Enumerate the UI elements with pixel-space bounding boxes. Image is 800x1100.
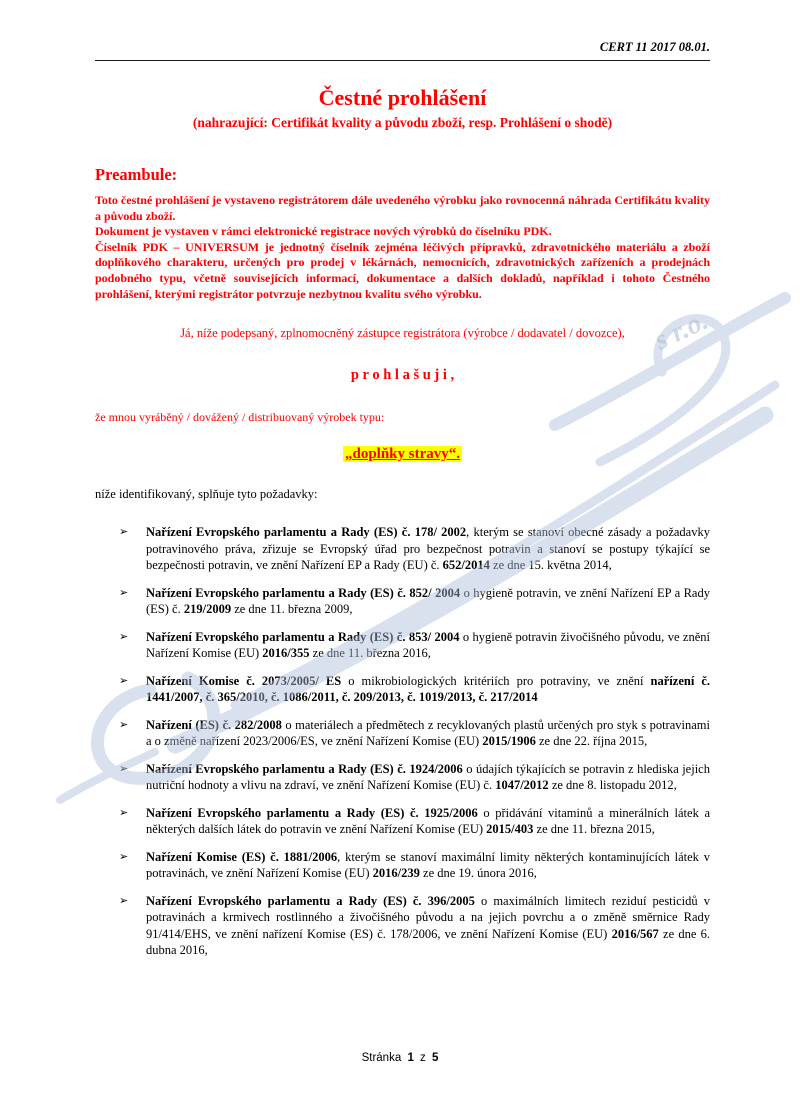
regulation-text — [146, 762, 710, 793]
text-segment: nařízení č. 1441/2007, č. 365/2010, č. 1086/2011, č. 209/2013, č. 1019/2013, č. 217/2014 — [146, 673, 711, 705]
requirements-intro: níže identifikovaný, splňuje tyto požadavky: — [95, 487, 318, 502]
text-segment: 2016/355 — [262, 646, 310, 661]
regulation-text — [146, 894, 710, 958]
text-segment: Nařízení Evropského parlamentu a Rady (ES) č. 178/ 2002 — [146, 525, 467, 540]
product-type-line — [95, 445, 710, 463]
text-segment: Nařízení Evropského parlamentu a Rady (ES) č. 853/ 2004 — [146, 629, 460, 644]
regulation-item — [119, 849, 710, 882]
document-subtitle: (nahrazující: Certifikát kvality a původu zboží, resp. Prohlášení o shodě) — [192, 115, 613, 130]
arrow-bullet-icon: ➢ — [119, 673, 129, 687]
text-segment: , kterým se stanoví maximální limity některých kontaminujících látek v potravinách, ve znění Nařízení Komise (EU) — [146, 849, 710, 881]
text-segment: ze dne 15. května 2014, — [489, 558, 612, 573]
text-segment: Nařízení Evropského parlamentu a Rady (ES) č. 396/2005 — [146, 893, 475, 908]
preamble-heading: Preambule: — [95, 165, 178, 184]
arrow-bullet-icon: ➢ — [119, 585, 129, 599]
regulation-text — [146, 806, 710, 837]
regulation-text — [146, 674, 710, 705]
text-segment: 2015/403 — [486, 822, 534, 837]
regulation-text — [146, 718, 710, 749]
text-segment: o hygieně potravin, ve znění Nařízení EP a Rady (ES) č. — [146, 585, 710, 617]
text-segment: 219/2009 — [183, 602, 232, 617]
footer-page-number: 1 — [407, 1052, 414, 1064]
text-segment: ze dne 11. března 2016, — [309, 646, 431, 661]
regulation-text — [146, 586, 710, 617]
preamble-paragraph: Číselník PDK – UNIVERSUM je jednotný číselník zejména léčivých přípravků, zdravotnického materiálu a zboží doplňkového charakteru, určených pro prodej v lékárnách, nemocnicích, zdravotnických zařízeních a prodejnách podobného typu, včetně souvisejících informací, dokumentace a dalších dokladů, například i tohoto Čestného prohlášení, kterými registrátor potvrzuje nezbytnou kvalitu svého výrobku. — [95, 239, 710, 301]
text-segment: ze dne 6. dubna 2016, — [146, 926, 710, 958]
arrow-bullet-icon: ➢ — [119, 849, 129, 863]
text-segment: Nařízení Komise (ES) č. 1881/2006 — [146, 849, 338, 864]
text-segment: o materiálech a předmětech z recyklovaných plastů určených pro styk s potravinami a o změně nařízení 2023/2006/ES, ve znění Nařízení Komise (EU) — [146, 717, 710, 749]
arrow-bullet-icon: ➢ — [119, 525, 129, 539]
regulation-item — [119, 585, 710, 618]
regulation-item — [119, 805, 710, 838]
text-segment: o přidávání vitaminů a minerálních látek a některých dalších látek do potravin ve znění Nařízení Komise (EU) — [146, 805, 710, 837]
preamble-paragraph: Toto čestné prohlášení je vystaveno registrátorem dále uvedeného výrobku jako rovnocenná náhrada Certifikátu kvality a původu zboží. — [95, 193, 710, 223]
text-segment: 1047/2012 — [495, 778, 549, 793]
document-reference-header: CERT 11 2017 08.01. — [95, 40, 710, 61]
regulations-list — [119, 524, 710, 959]
text-segment: o mikrobiologických kritériích pro potraviny, ve znění — [341, 673, 651, 688]
text-segment: ze dne 11. března 2009, — [231, 602, 353, 617]
regulation-item — [119, 524, 710, 574]
text-segment: 652/2014 — [442, 558, 490, 573]
text-segment: Nařízení (ES) č. 282/2008 — [146, 717, 282, 732]
text-segment: ze dne 19. února 2016, — [419, 866, 537, 881]
text-segment: o maximálních limitech reziduí pesticidů v potravinách a krmivech rostlinného a živočišného původu a na jejich povrchu a o změně směrnice Rady 91/414/EHS, ve znění nařízení Komise (ES) č. 178/2006, ve znění Nařízení Komise (EU) — [146, 893, 710, 941]
arrow-bullet-icon: ➢ — [119, 629, 129, 643]
regulation-item — [119, 673, 710, 706]
footer-total-pages: 5 — [432, 1052, 439, 1064]
text-segment: o hygieně potravin živočišného původu, ve znění Nařízení Komise (EU) — [146, 629, 710, 661]
regulation-item — [119, 717, 710, 750]
arrow-bullet-icon: ➢ — [119, 717, 129, 731]
product-type-highlight: „doplňky stravy“. — [344, 446, 461, 463]
text-segment: 2016/567 — [611, 926, 659, 941]
text-segment: Nařízení Evropského parlamentu a Rady (ES) č. 852/ 2004 — [146, 585, 461, 600]
text-segment: 2015/1906 — [482, 734, 536, 749]
declaration-word: p r o h l a š u j i , — [350, 367, 455, 384]
regulation-item — [119, 629, 710, 662]
text-segment: Nařízení Evropského parlamentu a Rady (ES) č. 1924/2006 — [146, 761, 463, 776]
product-intro-line: že mnou vyráběný / dovážený / distribuovaný výrobek typu: — [95, 410, 385, 425]
text-segment: , kterým se stanoví obecné zásady a požadavky potravinového práva, zřizuje se Evropský úřad pro bezpečnost potravin a stanoví se postupy týkající se bezpečnosti potravin, ve znění Nařízení EP a Rady (EU) č. — [146, 525, 710, 573]
footer-prefix: Stránka — [361, 1052, 402, 1064]
regulation-text — [146, 525, 710, 572]
text-segment: Nařízení Evropského parlamentu a Rady (ES) č. 1925/2006 — [146, 805, 478, 820]
text-segment: o údajích týkajících se potravin z hlediska jejich nutriční hodnoty a vlivu na zdraví, ve znění Nařízení Komise (EU) č. — [146, 761, 710, 793]
arrow-bullet-icon: ➢ — [119, 893, 129, 907]
regulation-item — [119, 761, 710, 794]
text-segment: Nařízení Komise č. 2073/2005/ ES — [146, 673, 342, 688]
declarant-line: Já, níže podepsaný, zplnomocněný zástupce registrátora (výrobce / dodavatel / dovozce), — [180, 326, 625, 341]
text-segment: 2016/239 — [372, 866, 420, 881]
arrow-bullet-icon: ➢ — [119, 761, 129, 775]
arrow-bullet-icon: ➢ — [119, 805, 129, 819]
regulation-text — [146, 850, 710, 881]
document-title: Čestné prohlášení — [318, 85, 487, 110]
text-segment: ze dne 22. října 2015, — [535, 734, 648, 749]
regulation-item — [119, 893, 710, 959]
page-number-footer — [0, 1052, 800, 1064]
regulation-text — [146, 630, 710, 661]
preamble-paragraph: Dokument je vystaven v rámci elektronické registrace nových výrobků do číselníku PDK. — [95, 224, 552, 239]
footer-separator: z — [420, 1052, 426, 1064]
watermark-text: s r.o. — [649, 304, 714, 357]
text-segment: ze dne 11. března 2015, — [533, 822, 655, 837]
text-segment: ze dne 8. listopadu 2012, — [548, 778, 677, 793]
